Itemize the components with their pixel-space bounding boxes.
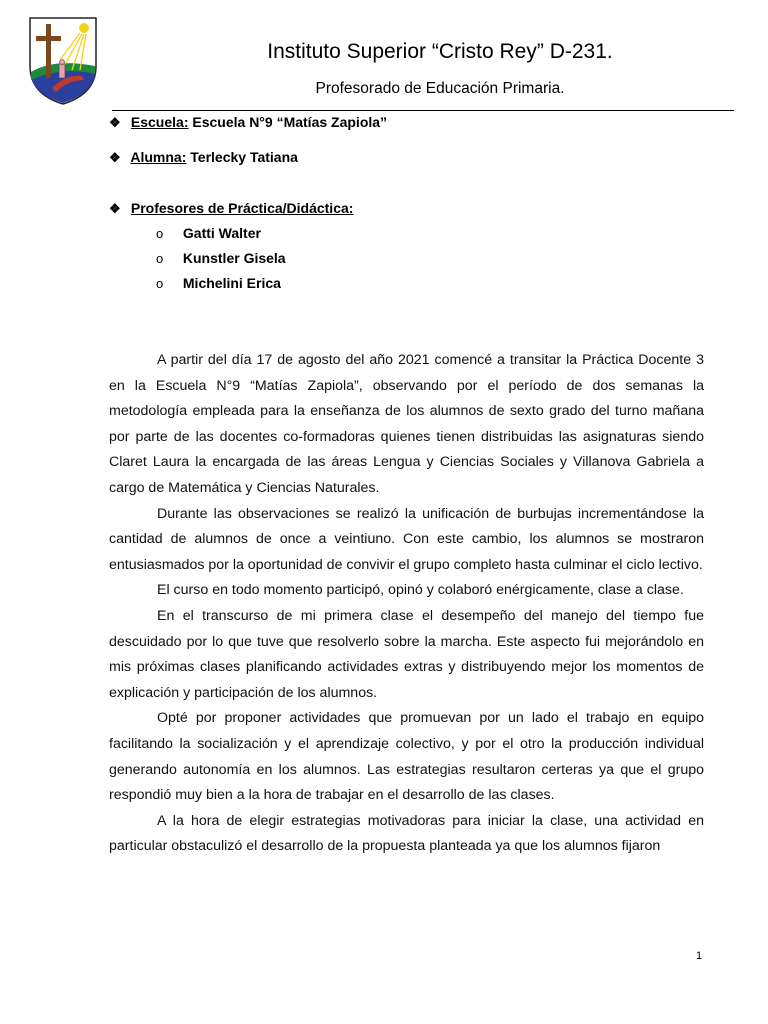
paragraph: Opté por proponer actividades que promuevan por un lado el trabajo en equipo facilitando la socialización y el aprendizaje colectivo, y por el otro la producción individual generando autonomía en los alumnos. Las estrategias resultaron certeras ya que el grupo respondió muy bien a la hora de trabajar en el desarrollo de las clases. bbox=[109, 710, 704, 804]
professors-line bbox=[109, 200, 353, 217]
professor-item bbox=[156, 275, 281, 291]
program-subtitle: Profesorado de Educación Primaria. bbox=[315, 80, 565, 97]
paragraph: En el transcurso de mi primera clase el desempeño del manejo del tiempo fue descuidado por lo que tuve que resolverlo sobre la marcha. Este aspecto fui mejorándolo en mis próximas clases planificando actividades extras y distribuyendo mejor los momentos de explicación y participación de los alumnos. bbox=[109, 607, 704, 701]
professor-name: Gatti Walter bbox=[182, 225, 261, 241]
circle-bullet-icon: o bbox=[156, 251, 164, 266]
diamond-bullet-icon: ❖ bbox=[109, 201, 121, 216]
institution-title: Instituto Superior “Cristo Rey” D-231. bbox=[267, 40, 613, 63]
student-value: Terlecky Tatiana bbox=[190, 149, 298, 165]
professors-label: Profesores de Práctica/Didáctica: bbox=[130, 200, 354, 216]
student-line bbox=[109, 149, 298, 166]
circle-bullet-icon: o bbox=[156, 276, 164, 291]
paragraph: El curso en todo momento participó, opinó y colaboró enérgicamente, clase a clase. bbox=[157, 582, 684, 599]
diamond-bullet-icon: ❖ bbox=[109, 150, 121, 165]
diamond-bullet-icon: ❖ bbox=[109, 115, 121, 130]
school-value: Escuela N°9 “Matías Zapiola” bbox=[192, 114, 388, 130]
professor-item bbox=[156, 250, 286, 266]
school-line bbox=[109, 114, 387, 131]
page-number: 1 bbox=[696, 950, 703, 962]
paragraph: Durante las observaciones se realizó la unificación de burbujas incrementándose la cantidad de alumnos de once a veintiuno. Con este cambio, los alumnos se mostraron entusiasmados por la oportunidad de convivir el grupo completo hasta culminar el ciclo lectivo. bbox=[109, 505, 704, 573]
school-label: Escuela: bbox=[130, 114, 189, 130]
professor-name: Michelini Erica bbox=[182, 275, 281, 291]
header-divider bbox=[112, 110, 734, 111]
body-text bbox=[109, 348, 704, 860]
paragraph: A partir del día 17 de agosto del año 2021 comencé a transitar la Práctica Docente 3 en la Escuela N°9 “Matías Zapiola”, observando por el período de dos semanas la metodología empleada para la enseñanza de los alumnos de sexto grado del turno mañana por parte de las docentes co-formadoras quienes tienen distribuidas las asignaturas siendo Claret Laura la encargada de las áreas Lengua y Ciencias Sociales y Villanova Gabriela a cargo de Matemática y Ciencias Naturales. bbox=[109, 352, 704, 496]
circle-bullet-icon: o bbox=[156, 226, 164, 241]
professor-item bbox=[156, 225, 261, 241]
student-label: Alumna: bbox=[130, 149, 187, 165]
professor-name: Kunstler Gisela bbox=[182, 250, 286, 266]
paragraph: A la hora de elegir estrategias motivadoras para iniciar la clase, una actividad en particular obstaculizó el desarrollo de la propuesta planteada ya que los alumnos fijaron bbox=[109, 812, 704, 855]
school-crest-icon bbox=[26, 14, 100, 106]
